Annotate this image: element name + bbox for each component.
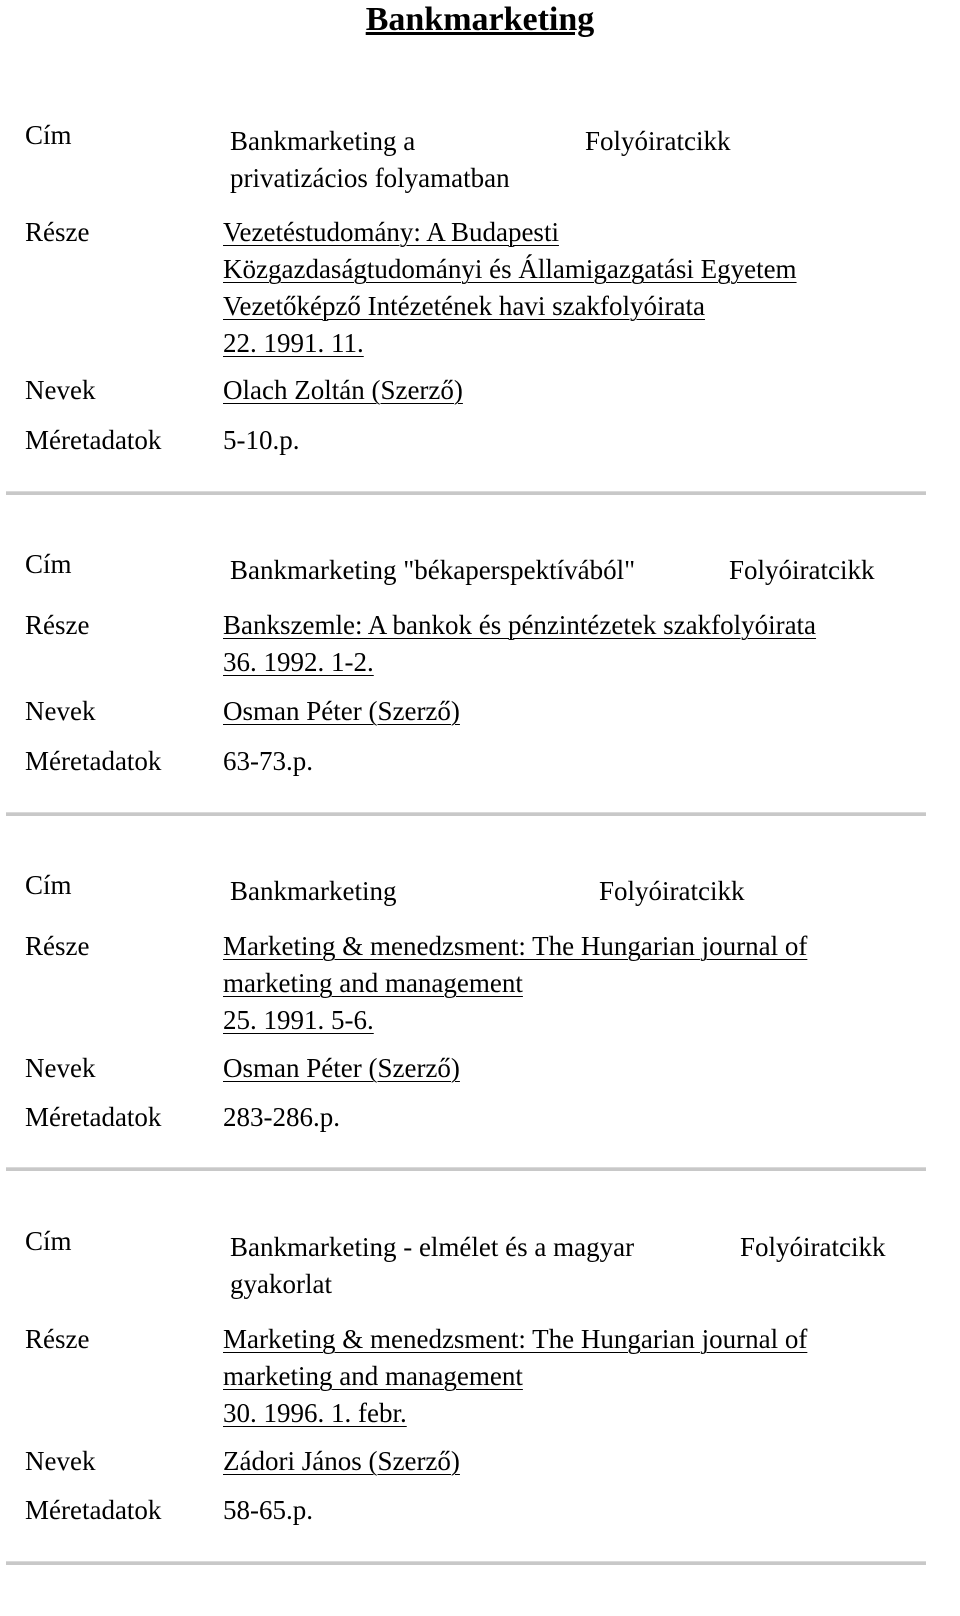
label-meret: Méretadatok xyxy=(25,425,162,455)
divider xyxy=(6,1167,926,1171)
divider xyxy=(6,491,926,495)
source-link[interactable]: Vezetéstudomány: A Budapesti xyxy=(223,217,559,247)
record-title xyxy=(230,1229,634,1303)
pages-value xyxy=(223,1099,340,1136)
pages-value xyxy=(223,743,313,780)
source-link[interactable]: Bankszemle: A bankok és pénzintézetek szakfolyóirata xyxy=(223,610,817,640)
names-value xyxy=(223,693,460,730)
source-value xyxy=(223,214,797,362)
label-nevek: Nevek xyxy=(25,1053,96,1083)
record-type: Folyóiratcikk xyxy=(585,126,731,156)
pages-text: 5-10.p. xyxy=(223,425,300,455)
record-title-line: Bankmarketing a xyxy=(230,126,416,156)
source-value xyxy=(223,1321,807,1432)
record-title-line: Bankmarketing xyxy=(230,876,397,906)
pages-text: 283-286.p. xyxy=(223,1102,340,1132)
source-link[interactable]: Vezetőképző Intézetének havi szakfolyóirata xyxy=(223,291,706,321)
label-meret: Méretadatok xyxy=(25,1102,162,1132)
issue-link[interactable]: 22. 1991. 11. xyxy=(223,328,364,358)
record-title xyxy=(230,873,396,910)
source-link[interactable]: Közgazdaságtudományi és Államigazgatási Egyetem xyxy=(223,254,797,284)
pages-value xyxy=(223,422,300,459)
author-link[interactable]: Olach Zoltán (Szerző) xyxy=(223,375,463,405)
record-title xyxy=(230,123,510,197)
source-value xyxy=(223,928,807,1039)
label-nevek: Nevek xyxy=(25,1446,96,1476)
record-type: Folyóiratcikk xyxy=(599,876,745,906)
label-resze: Része xyxy=(25,217,90,247)
source-link[interactable]: marketing and management xyxy=(223,1361,523,1391)
pages-value xyxy=(223,1492,313,1529)
names-value xyxy=(223,372,463,409)
source-value xyxy=(223,607,816,681)
label-cim: Cím xyxy=(25,1226,72,1256)
label-nevek: Nevek xyxy=(25,696,96,726)
names-value xyxy=(223,1050,460,1087)
record-title-line: Bankmarketing "békaperspektívából" xyxy=(230,555,636,585)
page-title: Bankmarketing xyxy=(365,1,595,38)
label-resze: Része xyxy=(25,931,90,961)
source-link[interactable]: Marketing & menedzsment: The Hungarian journal of xyxy=(223,1324,808,1354)
record-type: Folyóiratcikk xyxy=(740,1232,886,1262)
label-resze: Része xyxy=(25,610,90,640)
label-cim: Cím xyxy=(25,870,72,900)
author-link[interactable]: Osman Péter (Szerző) xyxy=(223,1053,460,1083)
label-resze: Része xyxy=(25,1324,90,1354)
issue-link[interactable]: 30. 1996. 1. febr. xyxy=(223,1398,407,1428)
source-link[interactable]: Marketing & menedzsment: The Hungarian journal of xyxy=(223,931,808,961)
names-value xyxy=(223,1443,460,1480)
label-meret: Méretadatok xyxy=(25,1495,162,1525)
record-title-line: gyakorlat xyxy=(230,1269,332,1299)
source-link[interactable]: marketing and management xyxy=(223,968,523,998)
label-meret: Méretadatok xyxy=(25,746,162,776)
author-link[interactable]: Osman Péter (Szerző) xyxy=(223,696,460,726)
record-title xyxy=(230,552,635,589)
pages-text: 58-65.p. xyxy=(223,1495,313,1525)
label-cim: Cím xyxy=(25,120,72,150)
divider xyxy=(6,1561,926,1565)
divider xyxy=(6,812,926,816)
record-title-line: privatizácios folyamatban xyxy=(230,163,510,193)
issue-link[interactable]: 25. 1991. 5-6. xyxy=(223,1005,374,1035)
record-title-line: Bankmarketing - elmélet és a magyar xyxy=(230,1232,635,1262)
label-nevek: Nevek xyxy=(25,375,96,405)
pages-text: 63-73.p. xyxy=(223,746,313,776)
issue-link[interactable]: 36. 1992. 1-2. xyxy=(223,647,374,677)
label-cim: Cím xyxy=(25,549,72,579)
record-type: Folyóiratcikk xyxy=(729,555,875,585)
author-link[interactable]: Zádori János (Szerző) xyxy=(223,1446,460,1476)
